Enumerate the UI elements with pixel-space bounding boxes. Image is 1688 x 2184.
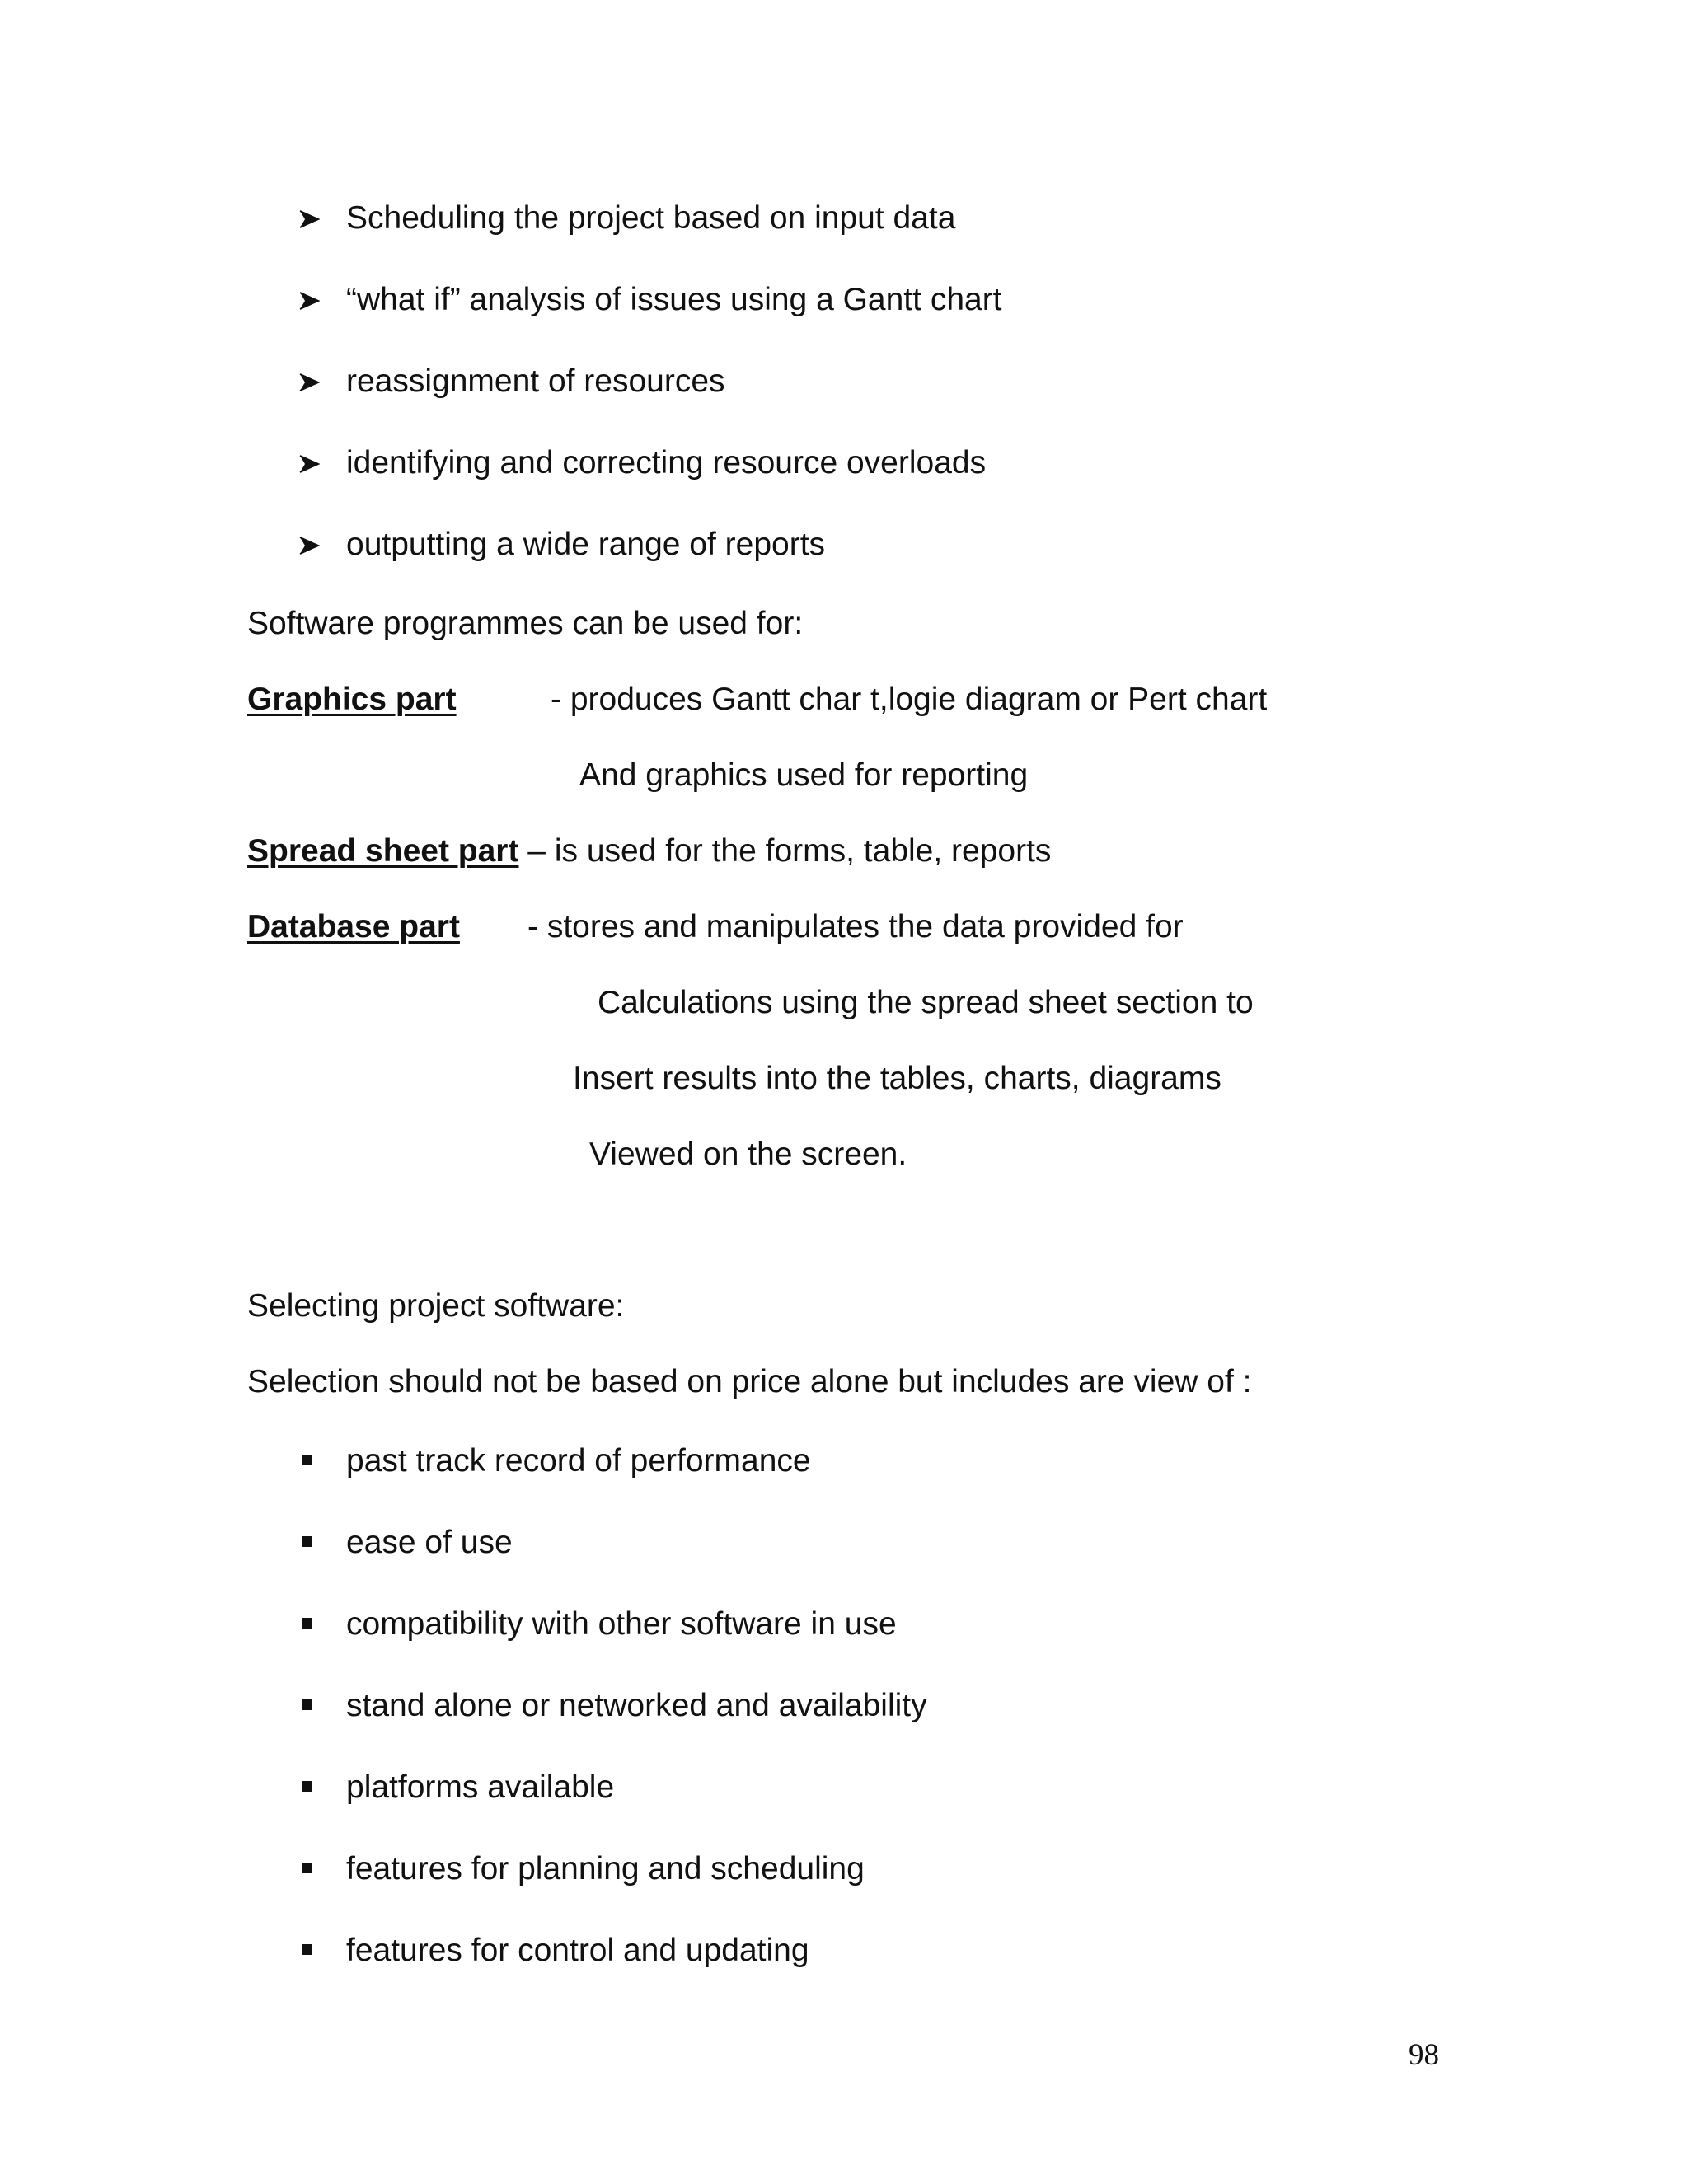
database-description-continued: Viewed on the screen. — [589, 1137, 907, 1172]
arrow-bullet-icon — [298, 526, 328, 564]
database-description-continued: Calculations using the spread sheet section to — [598, 985, 1254, 1020]
selection-intro: Selection should not be based on price alone but includes are view of : — [247, 1364, 1252, 1399]
list-item-text: platforms available — [346, 1769, 615, 1805]
arrow-bullet-icon — [298, 444, 328, 482]
graphics-description-continued: And graphics used for reporting — [579, 757, 1029, 793]
square-bullet-icon — [302, 1618, 312, 1629]
square-bullet-icon — [302, 1781, 312, 1792]
list-item-text: compatibility with other software in use — [346, 1606, 897, 1642]
list-item-text: Scheduling the project based on input data — [346, 200, 956, 236]
list-item-text: past track record of performance — [346, 1443, 811, 1479]
database-description-continued: Insert results into the tables, charts, diagrams — [573, 1061, 1221, 1096]
database-description: - stores and manipulates the data provided for — [528, 909, 1184, 944]
list-item-text: ease of use — [346, 1525, 513, 1560]
arrow-bullet-icon — [298, 281, 328, 319]
spreadsheet-term-label: Spread sheet part — [247, 833, 519, 869]
spreadsheet-description: – is used for the forms, table, reports — [518, 833, 1052, 869]
database-term-label: Database part — [247, 909, 460, 944]
square-bullet-icon — [302, 1944, 312, 1955]
square-bullet-icon — [302, 1455, 312, 1465]
square-bullet-icon — [302, 1863, 312, 1873]
spreadsheet-line — [247, 832, 1051, 870]
graphics-description: - produces Gantt char t,logie diagram or Pert chart — [551, 682, 1268, 717]
database-term — [247, 908, 460, 946]
list-item-text: features for control and updating — [346, 1933, 809, 1968]
square-bullet-icon — [302, 1536, 312, 1547]
graphics-term-label: Graphics part — [247, 682, 457, 717]
list-item-text: identifying and correcting resource overloads — [346, 445, 987, 480]
square-bullet-icon — [302, 1699, 312, 1710]
list-item-text: features for planning and scheduling — [346, 1851, 865, 1886]
page-number: 98 — [1409, 2038, 1439, 2072]
graphics-term — [247, 681, 457, 719]
list-item-text: reassignment of resources — [346, 363, 725, 399]
section-heading: Selecting project software: — [247, 1288, 625, 1324]
arrow-bullet-icon — [298, 199, 328, 237]
arrow-bullet-icon — [298, 363, 328, 401]
list-item-text: “what if” analysis of issues using a Gantt chart — [346, 282, 1002, 317]
intro-text: Software programmes can be used for: — [247, 606, 804, 641]
list-item-text: outputting a wide range of reports — [346, 527, 826, 562]
list-item-text: stand alone or networked and availability — [346, 1688, 927, 1723]
